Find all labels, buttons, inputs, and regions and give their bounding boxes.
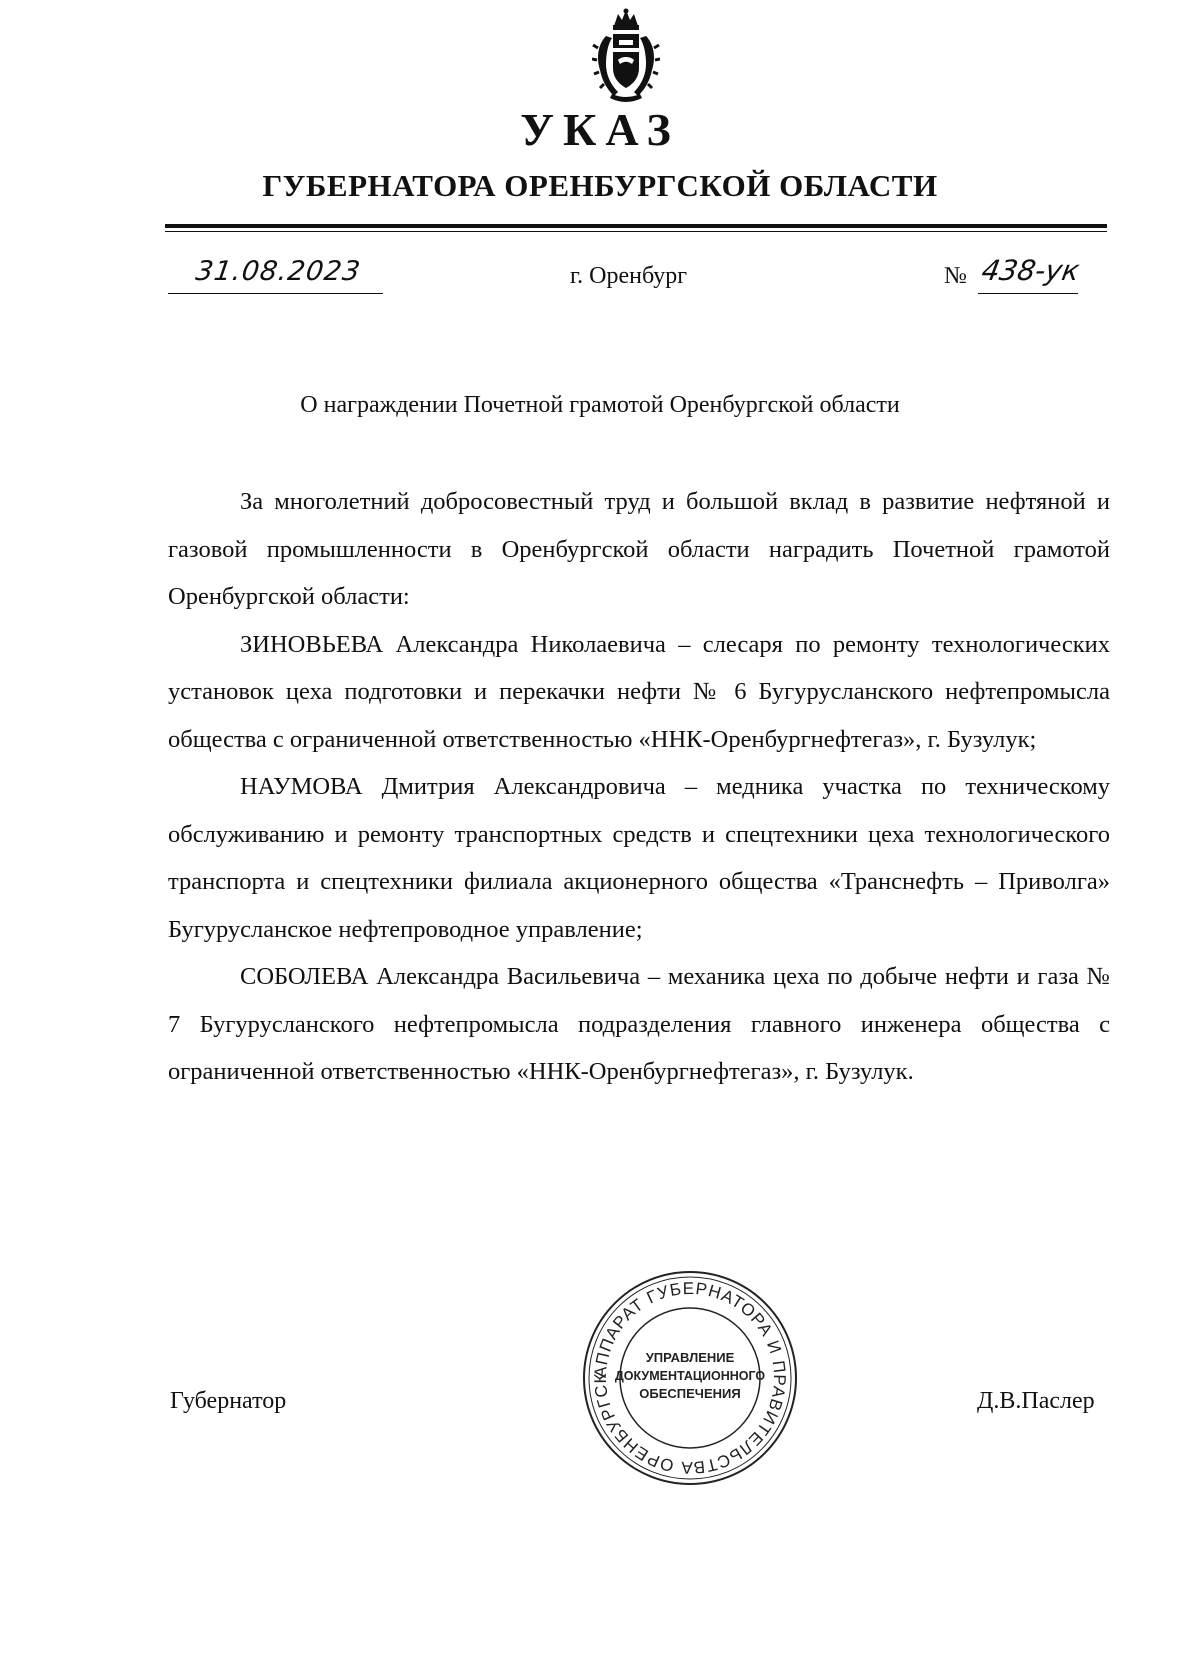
header-divider-thick [165, 224, 1107, 228]
stamp-center-line: ОБЕСПЕЧЕНИЯ [639, 1386, 741, 1401]
number-label: № [944, 263, 967, 289]
document-city: г. Оренбург [570, 263, 688, 289]
number-underline [978, 293, 1078, 294]
body-intro: За многолетний добросовестный труд и большой вклад в развитие нефтяной и газовой промышленности в Оренбургской области наградить Почетной грамотой Оренбургской области: [168, 488, 1110, 610]
official-stamp [580, 1268, 800, 1488]
document-subtitle: ГУБЕРНАТОРА ОРЕНБУРГСКОЙ ОБЛАСТИ [262, 168, 938, 203]
document-body [168, 478, 1110, 1096]
document-subject: О награждении Почетной грамотой Оренбургской области [300, 392, 900, 418]
header-divider-thin [165, 231, 1107, 232]
date-underline [168, 293, 383, 294]
document-number: 438-ук [979, 254, 1082, 287]
stamp-center-line: ДОКУМЕНТАЦИОННОГО [614, 1369, 766, 1383]
document-date: 31.08.2023 [193, 256, 363, 287]
document-title: УКАЗ [520, 104, 680, 155]
awardee-paragraph: ЗИНОВЬЕВА Александра Николаевича – слесаря по ремонту технологических установок цеха подготовки и перекачки нефти № 6 Бугурусланского нефтепромысла общества с ограниченной ответственностью «ННК-Оренбургнефтегаз», г. Бузулук; [168, 630, 1110, 753]
signatory-role: Губернатор [170, 1388, 287, 1414]
stamp-ring-text: АППАРАТ ГУБЕРНАТОРА И ПРАВИТЕЛЬСТВА ОРЕНБУРГСК [590, 1278, 790, 1478]
awardee-paragraph: НАУМОВА Дмитрия Александровича – медника участка по техническому обслуживанию и ремонту транспортных средств и спецтехники цеха технологического транспорта и спецтехники филиала акционерного общества «Транснефть – Приволга» Бугурусланское нефтепроводное управление; [168, 773, 1110, 943]
coat-of-arms-icon [592, 8, 660, 106]
awardee-paragraph: СОБОЛЕВА Александра Васильевича – механика цеха по добыче нефти и газа № 7 Бугурусланского нефтепромысла подразделения главного инженера общества с ограниченной ответственностью «ННК-Оренбургнефтегаз», г. Бузулук. [168, 963, 1110, 1085]
stamp-center-line: УПРАВЛЕНИЕ [645, 1350, 735, 1365]
signatory-name: Д.В.Паслер [977, 1388, 1095, 1414]
